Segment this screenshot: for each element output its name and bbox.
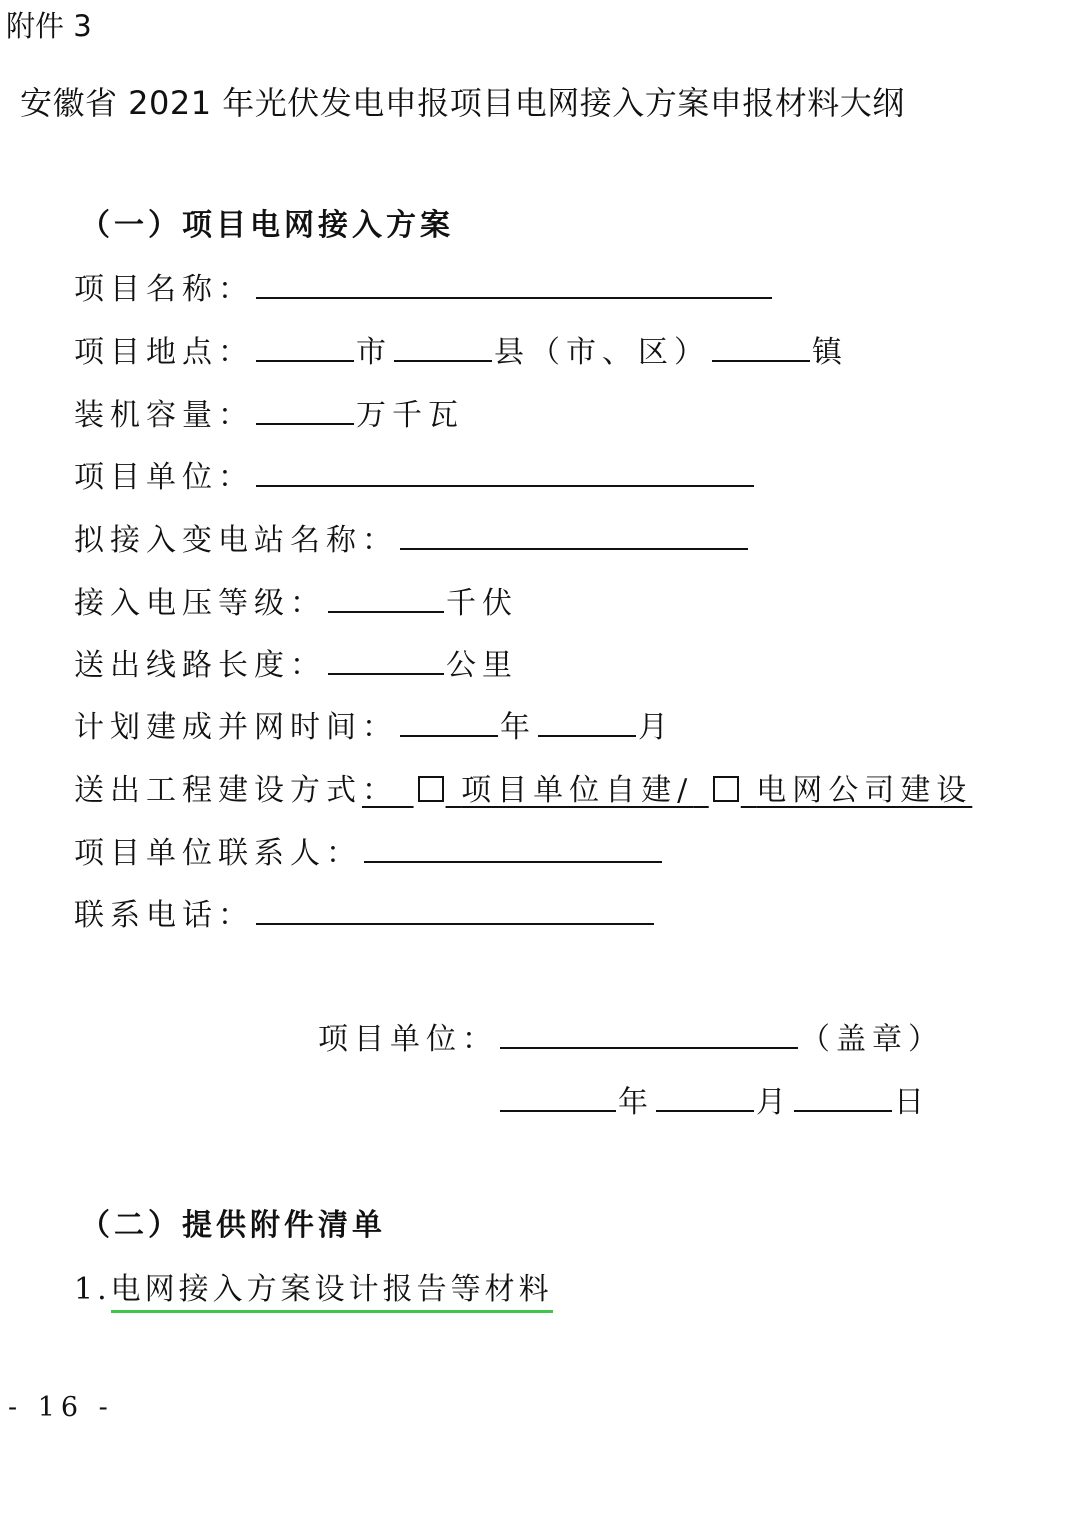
build-mode-row: [74, 765, 972, 809]
phone-label: 联系电话：: [74, 898, 254, 933]
sign-day-blank[interactable]: [794, 1080, 892, 1112]
line-length-label: 送出线路长度：: [74, 648, 326, 683]
line-length-blank[interactable]: [328, 643, 444, 675]
town-suffix: 镇: [812, 335, 848, 370]
county-suffix: 县（市、区）: [494, 335, 710, 370]
signature-unit-blank[interactable]: [500, 1017, 798, 1049]
city-suffix: 市: [356, 335, 392, 370]
document-title: 安徽省 2021 年光伏发电申报项目电网接入方案申报材料大纲: [20, 84, 905, 122]
town-blank[interactable]: [712, 330, 810, 362]
self-build-option-label: 项目单位自建/: [461, 773, 694, 808]
signature-date-row: [498, 1077, 930, 1121]
section-heading-1: （一）项目电网接入方案: [80, 208, 454, 243]
build-mode-label: 送出工程建设方式: [74, 773, 362, 808]
plan-year-suffix: 年: [500, 710, 536, 745]
sign-year-blank[interactable]: [500, 1080, 616, 1112]
phone-row: [74, 890, 656, 934]
project-unit-blank[interactable]: [256, 455, 754, 487]
voltage-unit: 千伏: [446, 586, 518, 621]
contact-label: 项目单位联系人：: [74, 836, 362, 871]
sign-month-suffix: 月: [756, 1085, 792, 1120]
page-number: - 16 -: [8, 1392, 114, 1423]
contact-blank[interactable]: [364, 831, 662, 863]
capacity-row: [74, 390, 464, 434]
project-name-label: 项目名称：: [74, 272, 254, 307]
build-mode-colon: ：: [362, 773, 398, 808]
sign-day-suffix: 日: [894, 1085, 930, 1120]
section-heading-2: （二）提供附件清单: [80, 1208, 386, 1243]
project-name-blank[interactable]: [256, 267, 772, 299]
voltage-label: 接入电压等级：: [74, 586, 326, 621]
capacity-unit: 万千瓦: [356, 398, 464, 433]
plan-year-blank[interactable]: [400, 705, 498, 737]
build-mode-options: [362, 765, 972, 809]
attachment-item-text: 电网接入方案设计报告等材料: [111, 1264, 553, 1313]
project-unit-row: [74, 452, 756, 496]
voltage-blank[interactable]: [328, 581, 444, 613]
seal-label: （盖章）: [800, 1022, 944, 1057]
phone-blank[interactable]: [256, 893, 654, 925]
location-row: [74, 327, 848, 371]
county-blank[interactable]: [394, 330, 492, 362]
voltage-row: [74, 578, 518, 622]
grid-build-checkbox[interactable]: [713, 776, 739, 802]
city-blank[interactable]: [256, 330, 354, 362]
capacity-label: 装机容量：: [74, 398, 254, 433]
signature-unit-label: 项目单位：: [318, 1022, 498, 1057]
signature-unit-row: [318, 1014, 944, 1058]
plan-month-blank[interactable]: [538, 705, 636, 737]
line-length-row: [74, 640, 518, 684]
location-label: 项目地点：: [74, 335, 254, 370]
project-name-row: [74, 264, 774, 308]
plan-time-row: [74, 702, 674, 746]
attachment-item-number: 1.: [74, 1272, 111, 1307]
attachment-item-1: [74, 1264, 553, 1313]
substation-row: [74, 515, 750, 559]
capacity-blank[interactable]: [256, 393, 354, 425]
substation-blank[interactable]: [400, 518, 748, 550]
self-build-checkbox[interactable]: [418, 776, 444, 802]
sign-year-suffix: 年: [618, 1085, 654, 1120]
line-length-unit: 公里: [446, 648, 518, 683]
sign-month-blank[interactable]: [656, 1080, 754, 1112]
annex-label: 附件 3: [6, 9, 92, 43]
plan-time-label: 计划建成并网时间：: [74, 710, 398, 745]
substation-label: 拟接入变电站名称：: [74, 523, 398, 558]
contact-row: [74, 828, 664, 872]
project-unit-label: 项目单位：: [74, 460, 254, 495]
plan-month-suffix: 月: [638, 710, 674, 745]
grid-build-option-label: 电网公司建设: [756, 773, 973, 808]
